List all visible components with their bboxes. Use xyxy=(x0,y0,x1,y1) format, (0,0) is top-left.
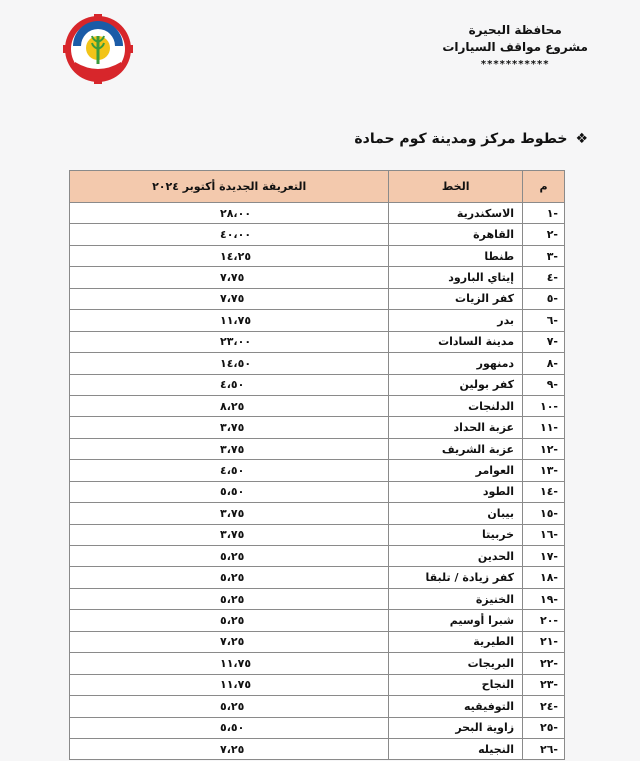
line-name: العوامر xyxy=(389,460,523,481)
line-name: كفر الزيات xyxy=(389,288,523,309)
section-title-text: خطوط مركز ومدينة كوم حمادة xyxy=(354,131,568,147)
line-name: النجاح xyxy=(389,674,523,695)
fare-value: ٢٨،٠٠ xyxy=(70,203,389,224)
fare-value: ٤٠،٠٠ xyxy=(70,224,389,245)
line-name: الاسكندرية xyxy=(389,203,523,224)
row-number: -٦ xyxy=(523,310,565,331)
row-number: -١٠ xyxy=(523,395,565,416)
fare-value: ٥،٢٥ xyxy=(70,610,389,631)
row-number: -٢ xyxy=(523,224,565,245)
table-row xyxy=(70,610,565,631)
table-row xyxy=(70,310,565,331)
line-name: الطود xyxy=(389,481,523,502)
fare-value: ٧،٢٥ xyxy=(70,631,389,652)
fare-value: ٢٣،٠٠ xyxy=(70,331,389,352)
fare-value: ١١،٧٥ xyxy=(70,674,389,695)
line-name: الدلنجات xyxy=(389,395,523,416)
line-name: إيتاي البارود xyxy=(389,267,523,288)
row-number: -٢١ xyxy=(523,631,565,652)
row-number: -٨ xyxy=(523,353,565,374)
fare-value: ١١،٧٥ xyxy=(70,310,389,331)
fare-value: ٧،٧٥ xyxy=(70,267,389,288)
line-name: النجيله xyxy=(389,738,523,759)
governorate-logo-icon xyxy=(63,14,133,84)
line-name: طنطا xyxy=(389,245,523,266)
row-number: -١ xyxy=(523,203,565,224)
table-row xyxy=(70,395,565,416)
row-number: -١٥ xyxy=(523,503,565,524)
row-number: -٩ xyxy=(523,374,565,395)
table-row xyxy=(70,203,565,224)
line-name: عزبة الشريف xyxy=(389,438,523,459)
line-name: مدينة السادات xyxy=(389,331,523,352)
column-header-num: م xyxy=(523,171,565,203)
header-stars: *********** xyxy=(480,59,550,70)
fare-value: ٤،٥٠ xyxy=(70,460,389,481)
fare-value: ٧،٢٥ xyxy=(70,738,389,759)
fare-value: ٥،٢٥ xyxy=(70,567,389,588)
table-row xyxy=(70,546,565,567)
row-number: -٥ xyxy=(523,288,565,309)
line-name: الخنيزة xyxy=(389,588,523,609)
column-header-fare: التعريفة الجديدة أكتوبر ٢٠٢٤ xyxy=(70,171,389,203)
line-name: الطيرية xyxy=(389,631,523,652)
line-name: خربيتا xyxy=(389,524,523,545)
fare-value: ٥،٥٠ xyxy=(70,481,389,502)
table-row xyxy=(70,267,565,288)
line-name: البريجات xyxy=(389,653,523,674)
fare-value: ٨،٢٥ xyxy=(70,395,389,416)
section-title xyxy=(354,131,588,147)
table-header-row xyxy=(70,171,565,203)
row-number: -٢٤ xyxy=(523,696,565,717)
line-name: زاوية البحر xyxy=(389,717,523,738)
row-number: -٢٥ xyxy=(523,717,565,738)
line-name: التوفيقيه xyxy=(389,696,523,717)
table-row xyxy=(70,288,565,309)
line-name: القاهرة xyxy=(389,224,523,245)
table-row xyxy=(70,588,565,609)
table-row xyxy=(70,631,565,652)
table-row xyxy=(70,417,565,438)
project-name: مشروع مواقف السيارات xyxy=(442,40,588,54)
row-number: -١٢ xyxy=(523,438,565,459)
fare-value: ٥،٢٥ xyxy=(70,588,389,609)
row-number: -١٨ xyxy=(523,567,565,588)
line-name: شبرا أوسيم xyxy=(389,610,523,631)
table-row xyxy=(70,717,565,738)
fare-value: ١٤،٥٠ xyxy=(70,353,389,374)
line-name: كفر زيادة / تلبقا xyxy=(389,567,523,588)
table-row xyxy=(70,653,565,674)
table-row xyxy=(70,481,565,502)
document-header xyxy=(442,22,588,73)
fare-value: ٥،٢٥ xyxy=(70,696,389,717)
row-number: -٢٣ xyxy=(523,674,565,695)
fare-value: ٤،٥٠ xyxy=(70,374,389,395)
row-number: -١٧ xyxy=(523,546,565,567)
fare-value: ١٤،٢٥ xyxy=(70,245,389,266)
fare-value: ٧،٧٥ xyxy=(70,288,389,309)
column-header-line: الخط xyxy=(389,171,523,203)
row-number: -١٩ xyxy=(523,588,565,609)
table-row xyxy=(70,503,565,524)
table-row xyxy=(70,674,565,695)
table-row xyxy=(70,738,565,759)
table-row xyxy=(70,438,565,459)
line-name: بيبان xyxy=(389,503,523,524)
row-number: -١١ xyxy=(523,417,565,438)
line-name: بدر xyxy=(389,310,523,331)
fare-value: ٣،٧٥ xyxy=(70,438,389,459)
table-row xyxy=(70,524,565,545)
table-row xyxy=(70,245,565,266)
line-name: عزبة الحداد xyxy=(389,417,523,438)
table-row xyxy=(70,567,565,588)
fare-value: ٣،٧٥ xyxy=(70,524,389,545)
diamond-bullet-icon: ❖ xyxy=(575,131,588,147)
row-number: -٤ xyxy=(523,267,565,288)
row-number: -٢٢ xyxy=(523,653,565,674)
row-number: -٢٠ xyxy=(523,610,565,631)
table-row xyxy=(70,353,565,374)
table-row xyxy=(70,331,565,352)
table-row xyxy=(70,224,565,245)
row-number: -١٣ xyxy=(523,460,565,481)
fare-value: ٣،٧٥ xyxy=(70,417,389,438)
fares-table xyxy=(69,170,565,760)
line-name: الحدين xyxy=(389,546,523,567)
fare-value: ٥،٥٠ xyxy=(70,717,389,738)
line-name: دمنهور xyxy=(389,353,523,374)
row-number: -٧ xyxy=(523,331,565,352)
row-number: -٣ xyxy=(523,245,565,266)
fare-value: ٥،٢٥ xyxy=(70,546,389,567)
line-name: كفر بولين xyxy=(389,374,523,395)
table-row xyxy=(70,460,565,481)
row-number: -١٤ xyxy=(523,481,565,502)
row-number: -١٦ xyxy=(523,524,565,545)
table-row xyxy=(70,696,565,717)
row-number: -٢٦ xyxy=(523,738,565,759)
table-row xyxy=(70,374,565,395)
governorate-name: محافظة البحيرة xyxy=(468,23,562,37)
fare-value: ١١،٧٥ xyxy=(70,653,389,674)
fare-value: ٣،٧٥ xyxy=(70,503,389,524)
